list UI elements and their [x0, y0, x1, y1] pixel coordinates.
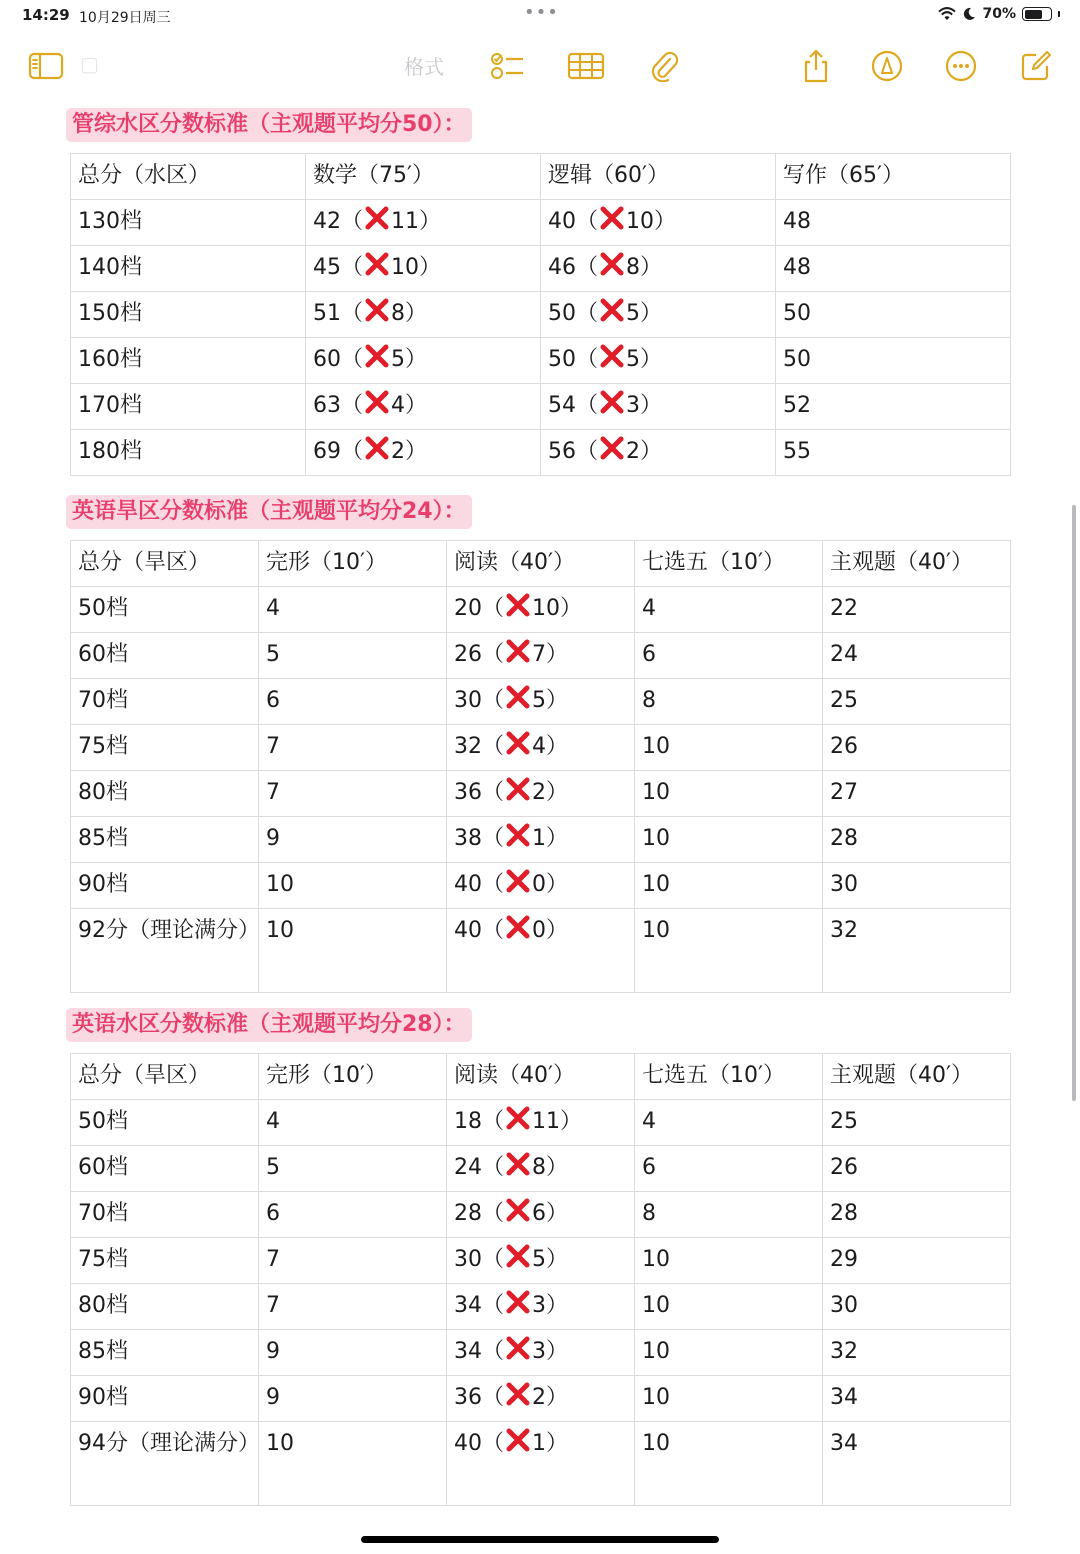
- correct-score: 30（: [454, 1247, 504, 1272]
- score-with-wrong-count: [306, 338, 541, 384]
- table-cell: 27: [823, 771, 1011, 817]
- table-cell: 6: [635, 1146, 823, 1192]
- score-table-english-water: [70, 1053, 1011, 1506]
- table-icon: [567, 52, 605, 80]
- format-button[interactable]: 格式: [404, 55, 444, 79]
- section-title-english-water: 英语水区分数标准（主观题平均分28）：: [66, 1008, 472, 1042]
- table-row: [71, 430, 1011, 476]
- red-cross-icon: [505, 1289, 531, 1315]
- correct-score: 50（: [548, 301, 598, 326]
- table-cell: 26: [823, 725, 1011, 771]
- score-tier: 70档: [71, 679, 259, 725]
- score-with-wrong-count: [447, 1376, 635, 1422]
- wrong-count: 8）: [532, 1155, 568, 1180]
- red-cross-icon: [364, 205, 390, 231]
- battery-fill: [1025, 10, 1043, 19]
- multitasking-dots[interactable]: •••: [524, 2, 559, 23]
- score-with-wrong-count: [447, 633, 635, 679]
- table-row: [71, 725, 1011, 771]
- score-with-wrong-count: [306, 292, 541, 338]
- correct-score: 18（: [454, 1109, 504, 1134]
- score-tier: 50档: [71, 587, 259, 633]
- wrong-count: 5）: [626, 347, 662, 372]
- table-row: [71, 1146, 1011, 1192]
- score-tier: 150档: [71, 292, 306, 338]
- wrong-count: 4）: [391, 393, 427, 418]
- correct-score: 63（: [313, 393, 363, 418]
- red-cross-icon: [364, 435, 390, 461]
- correct-score: 34（: [454, 1293, 504, 1318]
- wrong-count: 10）: [391, 255, 441, 280]
- score-tier: 92分（理论满分）: [71, 909, 259, 993]
- table-cell: 10: [635, 1238, 823, 1284]
- correct-score: 38（: [454, 826, 504, 851]
- column-header: 数学（75′）: [306, 154, 541, 200]
- table-cell: 28: [823, 1192, 1011, 1238]
- correct-score: 34（: [454, 1339, 504, 1364]
- score-with-wrong-count: [447, 725, 635, 771]
- red-cross-icon: [599, 435, 625, 461]
- table-cell: 48: [776, 246, 1011, 292]
- section-title-english-dry: 英语旱区分数标准（主观题平均分24）：: [66, 495, 472, 529]
- score-tier: 75档: [71, 725, 259, 771]
- table-cell: 5: [259, 1146, 447, 1192]
- more-button[interactable]: [941, 48, 981, 84]
- table-cell: 4: [635, 1100, 823, 1146]
- correct-score: 40（: [454, 872, 504, 897]
- correct-score: 56（: [548, 439, 598, 464]
- score-with-wrong-count: [541, 338, 776, 384]
- faded-scroll-text: ▢: [80, 52, 99, 76]
- score-with-wrong-count: [541, 384, 776, 430]
- wrong-count: 5）: [626, 301, 662, 326]
- table-cell: 10: [635, 1376, 823, 1422]
- score-tier: 85档: [71, 1330, 259, 1376]
- compose-button[interactable]: [1016, 48, 1056, 84]
- table-row: [71, 292, 1011, 338]
- table-row: [71, 863, 1011, 909]
- markup-button[interactable]: [867, 48, 907, 84]
- table-cell: 10: [635, 725, 823, 771]
- table-cell: 6: [259, 679, 447, 725]
- table-cell: 24: [823, 633, 1011, 679]
- table-cell: 10: [635, 863, 823, 909]
- score-tier: 180档: [71, 430, 306, 476]
- red-cross-icon: [364, 343, 390, 369]
- red-cross-icon: [505, 592, 531, 618]
- column-header: 总分（水区）: [71, 154, 306, 200]
- score-tier: 160档: [71, 338, 306, 384]
- attachment-icon: [649, 50, 679, 82]
- table-row: [71, 1330, 1011, 1376]
- column-header: 阅读（40′）: [447, 541, 635, 587]
- table-cell: 10: [635, 1330, 823, 1376]
- share-icon: [801, 49, 831, 83]
- table-row: [71, 1284, 1011, 1330]
- table-cell: 10: [259, 909, 447, 993]
- red-cross-icon: [505, 684, 531, 710]
- table-row: [71, 1422, 1011, 1506]
- table-cell: 26: [823, 1146, 1011, 1192]
- attachment-button[interactable]: [644, 48, 684, 84]
- column-header: 逻辑（60′）: [541, 154, 776, 200]
- correct-score: 42（: [313, 209, 363, 234]
- red-cross-icon: [599, 343, 625, 369]
- table-cell: 10: [635, 1284, 823, 1330]
- red-cross-icon: [599, 251, 625, 277]
- red-cross-icon: [505, 1105, 531, 1131]
- table-cell: 8: [635, 1192, 823, 1238]
- score-tier: 60档: [71, 1146, 259, 1192]
- sidebar-icon: [28, 52, 64, 80]
- column-header: 七选五（10′）: [635, 1054, 823, 1100]
- column-header: 主观题（40′）: [823, 541, 1011, 587]
- scroll-indicator[interactable]: [1072, 505, 1076, 1101]
- red-cross-icon: [364, 251, 390, 277]
- wrong-count: 10）: [532, 596, 582, 621]
- red-cross-icon: [505, 1335, 531, 1361]
- table-cell: 34: [823, 1422, 1011, 1506]
- column-header: 总分（旱区）: [71, 541, 259, 587]
- wrong-count: 7）: [532, 642, 568, 667]
- table-cell: 10: [635, 909, 823, 993]
- correct-score: 40（: [454, 1431, 504, 1456]
- score-tier: 80档: [71, 1284, 259, 1330]
- column-header: 写作（65′）: [776, 154, 1011, 200]
- score-with-wrong-count: [306, 200, 541, 246]
- table-cell: 7: [259, 1238, 447, 1284]
- wrong-count: 1）: [532, 1431, 568, 1456]
- score-with-wrong-count: [447, 1100, 635, 1146]
- red-cross-icon: [364, 389, 390, 415]
- red-cross-icon: [505, 638, 531, 664]
- score-tier: 140档: [71, 246, 306, 292]
- correct-score: 36（: [454, 1385, 504, 1410]
- table-cell: 9: [259, 817, 447, 863]
- table-cell: 32: [823, 1330, 1011, 1376]
- wrong-count: 8）: [391, 301, 427, 326]
- red-cross-icon: [505, 1197, 531, 1223]
- column-header: 主观题（40′）: [823, 1054, 1011, 1100]
- table-cell: 25: [823, 1100, 1011, 1146]
- table-row: [71, 909, 1011, 993]
- red-cross-icon: [505, 730, 531, 756]
- table-header-row: [71, 154, 1011, 200]
- table-row: [71, 1238, 1011, 1284]
- red-cross-icon: [599, 205, 625, 231]
- correct-score: 36（: [454, 780, 504, 805]
- correct-score: 54（: [548, 393, 598, 418]
- wrong-count: 11）: [532, 1109, 582, 1134]
- score-with-wrong-count: [447, 1146, 635, 1192]
- table-cell: 10: [259, 1422, 447, 1506]
- score-with-wrong-count: [447, 863, 635, 909]
- table-row: [71, 1376, 1011, 1422]
- score-tier: 80档: [71, 771, 259, 817]
- table-row: [71, 200, 1011, 246]
- table-cell: 7: [259, 1284, 447, 1330]
- correct-score: 40（: [548, 209, 598, 234]
- battery-icon: [1022, 7, 1052, 21]
- score-with-wrong-count: [306, 430, 541, 476]
- score-tier: 90档: [71, 1376, 259, 1422]
- column-header: 七选五（10′）: [635, 541, 823, 587]
- red-cross-icon: [505, 914, 531, 940]
- score-with-wrong-count: [306, 384, 541, 430]
- correct-score: 51（: [313, 301, 363, 326]
- table-cell: 4: [635, 587, 823, 633]
- table-cell: 50: [776, 338, 1011, 384]
- table-cell: 25: [823, 679, 1011, 725]
- wrong-count: 0）: [532, 918, 568, 943]
- wrong-count: 0）: [532, 872, 568, 897]
- table-cell: 4: [259, 1100, 447, 1146]
- score-with-wrong-count: [447, 909, 635, 993]
- table-cell: 9: [259, 1330, 447, 1376]
- battery-nub: [1058, 11, 1060, 17]
- table-cell: 10: [259, 863, 447, 909]
- checklist-button[interactable]: [488, 48, 528, 84]
- table-cell: 4: [259, 587, 447, 633]
- markup-icon: [871, 50, 903, 82]
- score-with-wrong-count: [541, 246, 776, 292]
- score-with-wrong-count: [447, 679, 635, 725]
- wrong-count: 2）: [626, 439, 662, 464]
- correct-score: 50（: [548, 347, 598, 372]
- score-with-wrong-count: [447, 1192, 635, 1238]
- table-row: [71, 1100, 1011, 1146]
- correct-score: 20（: [454, 596, 504, 621]
- section-title-management-water: 管综水区分数标准（主观题平均分50）：: [66, 108, 472, 142]
- table-cell: 9: [259, 1376, 447, 1422]
- table-row: [71, 246, 1011, 292]
- table-cell: 7: [259, 725, 447, 771]
- checklist-icon: [490, 51, 526, 81]
- wrong-count: 1）: [532, 826, 568, 851]
- wrong-count: 3）: [532, 1339, 568, 1364]
- table-row: [71, 633, 1011, 679]
- score-tier: 70档: [71, 1192, 259, 1238]
- notes-toolbar: [0, 40, 1080, 92]
- compose-icon: [1020, 50, 1052, 82]
- wrong-count: 2）: [391, 439, 427, 464]
- correct-score: 69（: [313, 439, 363, 464]
- table-cell: 48: [776, 200, 1011, 246]
- score-with-wrong-count: [447, 587, 635, 633]
- share-button[interactable]: [796, 48, 836, 84]
- score-with-wrong-count: [447, 817, 635, 863]
- status-date: 10月29日周三: [79, 10, 171, 26]
- table-cell: 34: [823, 1376, 1011, 1422]
- score-with-wrong-count: [447, 1238, 635, 1284]
- wifi-icon: [938, 7, 956, 21]
- table-cell: 22: [823, 587, 1011, 633]
- table-cell: 5: [259, 633, 447, 679]
- status-bar: [0, 0, 1080, 34]
- correct-score: 46（: [548, 255, 598, 280]
- score-with-wrong-count: [447, 771, 635, 817]
- wrong-count: 4）: [532, 734, 568, 759]
- table-cell: 10: [635, 817, 823, 863]
- correct-score: 24（: [454, 1155, 504, 1180]
- wrong-count: 8）: [626, 255, 662, 280]
- correct-score: 60（: [313, 347, 363, 372]
- red-cross-icon: [505, 822, 531, 848]
- red-cross-icon: [599, 389, 625, 415]
- home-indicator[interactable]: [361, 1536, 719, 1543]
- table-header-row: [71, 1054, 1011, 1100]
- correct-score: 40（: [454, 918, 504, 943]
- column-header: 总分（旱区）: [71, 1054, 259, 1100]
- table-cell: 32: [823, 909, 1011, 993]
- more-icon: [945, 50, 977, 82]
- red-cross-icon: [364, 297, 390, 323]
- wrong-count: 6）: [532, 1201, 568, 1226]
- score-tier: 94分（理论满分）: [71, 1422, 259, 1506]
- score-tier: 85档: [71, 817, 259, 863]
- wrong-count: 3）: [626, 393, 662, 418]
- table-cell: 10: [635, 1422, 823, 1506]
- score-with-wrong-count: [447, 1422, 635, 1506]
- score-with-wrong-count: [541, 200, 776, 246]
- table-row: [71, 1192, 1011, 1238]
- table-row: [71, 771, 1011, 817]
- score-table-management-water: [70, 153, 1011, 476]
- wrong-count: 5）: [532, 1247, 568, 1272]
- column-header: 完形（10′）: [259, 1054, 447, 1100]
- score-with-wrong-count: [447, 1284, 635, 1330]
- sidebar-toggle-button[interactable]: [26, 48, 66, 84]
- score-tier: 75档: [71, 1238, 259, 1284]
- table-cell: 55: [776, 430, 1011, 476]
- correct-score: 26（: [454, 642, 504, 667]
- red-cross-icon: [505, 1381, 531, 1407]
- table-cell: 7: [259, 771, 447, 817]
- wrong-count: 11）: [391, 209, 441, 234]
- table-row: [71, 587, 1011, 633]
- score-tier: 90档: [71, 863, 259, 909]
- moon-icon: [962, 7, 976, 21]
- status-indicators: [938, 6, 1060, 22]
- score-with-wrong-count: [306, 246, 541, 292]
- score-tier: 60档: [71, 633, 259, 679]
- wrong-count: 5）: [391, 347, 427, 372]
- table-cell: 6: [635, 633, 823, 679]
- table-cell: 52: [776, 384, 1011, 430]
- correct-score: 30（: [454, 688, 504, 713]
- score-with-wrong-count: [447, 1330, 635, 1376]
- red-cross-icon: [505, 868, 531, 894]
- table-cell: 8: [635, 679, 823, 725]
- score-with-wrong-count: [541, 430, 776, 476]
- red-cross-icon: [505, 776, 531, 802]
- table-button[interactable]: [566, 48, 606, 84]
- status-time: 14:29: [22, 6, 70, 24]
- correct-score: 28（: [454, 1201, 504, 1226]
- score-tier: 170档: [71, 384, 306, 430]
- score-tier: 130档: [71, 200, 306, 246]
- battery-percent: 70%: [982, 6, 1016, 22]
- red-cross-icon: [599, 297, 625, 323]
- wrong-count: 3）: [532, 1293, 568, 1318]
- table-cell: 30: [823, 863, 1011, 909]
- table-cell: 10: [635, 771, 823, 817]
- table-row: [71, 817, 1011, 863]
- table-cell: 6: [259, 1192, 447, 1238]
- correct-score: 45（: [313, 255, 363, 280]
- table-row: [71, 338, 1011, 384]
- table-row: [71, 679, 1011, 725]
- table-header-row: [71, 541, 1011, 587]
- table-cell: 28: [823, 817, 1011, 863]
- table-cell: 30: [823, 1284, 1011, 1330]
- column-header: 阅读（40′）: [447, 1054, 635, 1100]
- wrong-count: 2）: [532, 1385, 568, 1410]
- score-tier: 50档: [71, 1100, 259, 1146]
- column-header: 完形（10′）: [259, 541, 447, 587]
- table-cell: 50: [776, 292, 1011, 338]
- table-row: [71, 384, 1011, 430]
- red-cross-icon: [505, 1427, 531, 1453]
- red-cross-icon: [505, 1151, 531, 1177]
- wrong-count: 5）: [532, 688, 568, 713]
- table-cell: 29: [823, 1238, 1011, 1284]
- score-with-wrong-count: [541, 292, 776, 338]
- red-cross-icon: [505, 1243, 531, 1269]
- correct-score: 32（: [454, 734, 504, 759]
- score-table-english-dry: [70, 540, 1011, 993]
- wrong-count: 2）: [532, 780, 568, 805]
- wrong-count: 10）: [626, 209, 676, 234]
